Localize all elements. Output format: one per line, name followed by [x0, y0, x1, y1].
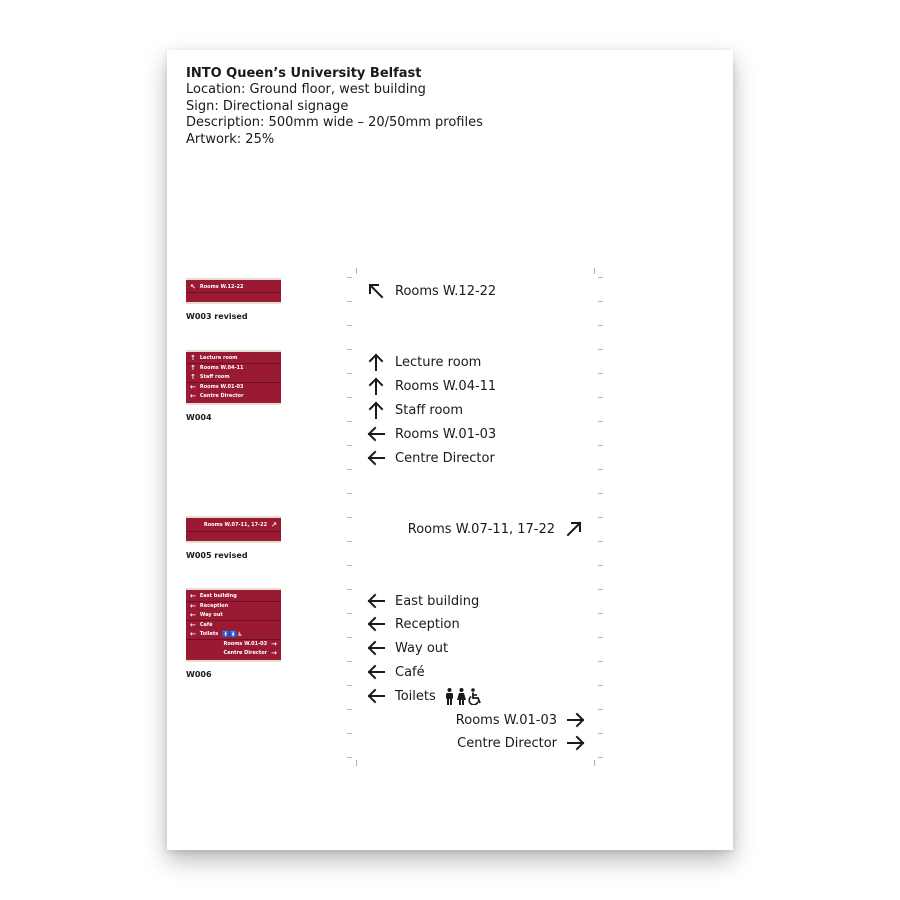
- thumbnail-label-w003: W003 revised: [186, 312, 248, 321]
- thumbnail-label-w006: W006: [186, 670, 212, 679]
- detail-row-text: Rooms W.01-03: [455, 712, 557, 728]
- frame-side-tick: [347, 637, 352, 638]
- thumbnail-row-text: Toilets: [199, 631, 219, 637]
- frame-corner-tick: [594, 760, 595, 766]
- thumbnail-row-text: Centre Director: [199, 393, 244, 399]
- description-line: Description: 500mm wide – 20/50mm profiles: [186, 115, 483, 131]
- document-header: [186, 66, 483, 148]
- thumbnail-row-text: Rooms W.07-11, 17-22: [203, 522, 268, 528]
- document-title: INTO Queen’s University Belfast: [186, 66, 422, 81]
- detail-row: [457, 733, 585, 753]
- left-arrow-icon: [367, 687, 385, 705]
- left-arrow-icon: ←: [190, 592, 196, 601]
- frame-side-tick: [347, 445, 352, 446]
- detail-row-text: Rooms W.12-22: [395, 283, 497, 299]
- frame-side-tick: [598, 397, 603, 398]
- detail-row: [408, 519, 583, 539]
- left-arrow-icon: [367, 639, 385, 657]
- frame-side-tick: [598, 565, 603, 566]
- thumbnail-row: [186, 392, 281, 402]
- frame-side-tick: [347, 277, 352, 278]
- left-arrow-icon: ←: [190, 383, 196, 392]
- frame-corner-tick: [356, 760, 357, 766]
- detail-row-text: Centre Director: [457, 735, 557, 751]
- frame-side-tick: [598, 613, 603, 614]
- sign-line: Sign: Directional signage: [186, 98, 349, 114]
- location-line: Location: Ground floor, west building: [186, 82, 426, 98]
- up-right-arrow-icon: ↗: [271, 521, 277, 530]
- up-arrow-icon: ↑: [190, 373, 196, 382]
- frame-side-tick: [598, 757, 603, 758]
- frame-side-tick: [347, 325, 352, 326]
- up-arrow-icon: ↑: [190, 364, 196, 373]
- detail-row: [367, 591, 479, 611]
- thumbnail-row-text: Lecture room: [199, 355, 238, 361]
- frame-side-tick: [347, 757, 352, 758]
- frame-side-tick: [347, 565, 352, 566]
- left-arrow-icon: ←: [190, 621, 196, 630]
- frame-corner-tick: [594, 268, 595, 274]
- thumbnail-row-text: Rooms W.01-03: [199, 384, 244, 390]
- right-arrow-icon: [567, 734, 585, 752]
- frame-side-tick: [347, 349, 352, 350]
- up-right-arrow-icon: [565, 520, 583, 538]
- thumbnail-w005: [186, 516, 281, 543]
- female-toilet-icon: [456, 688, 467, 705]
- frame-side-tick: [598, 709, 603, 710]
- detail-row-text: Toilets: [395, 688, 436, 704]
- left-arrow-icon: ←: [190, 630, 196, 639]
- thumbnail-divider: [186, 382, 281, 383]
- left-arrow-icon: [367, 615, 385, 633]
- thumbnail-row-text: Café: [199, 622, 213, 628]
- frame-side-tick: [347, 541, 352, 542]
- frame-side-tick: [598, 589, 603, 590]
- detail-row: [367, 614, 460, 634]
- detail-row-text: East building: [395, 593, 480, 609]
- up-arrow-icon: [367, 377, 385, 395]
- detail-row: [367, 352, 481, 372]
- frame-side-tick: [598, 685, 603, 686]
- toilet-icons: [444, 688, 483, 705]
- thumbnail-divider: [186, 531, 281, 532]
- right-arrow-icon: →: [271, 640, 277, 649]
- frame-side-tick: [598, 325, 603, 326]
- left-arrow-icon: [367, 663, 385, 681]
- thumbnail-row-text: Reception: [199, 603, 229, 609]
- left-arrow-icon: ←: [190, 392, 196, 401]
- detail-row-text: Way out: [395, 640, 449, 656]
- frame-side-tick: [598, 517, 603, 518]
- frame-side-tick: [347, 709, 352, 710]
- thumbnail-divider: [186, 639, 281, 640]
- detail-row-text: Lecture room: [395, 354, 482, 370]
- frame-side-tick: [598, 733, 603, 734]
- frame-side-tick: [598, 349, 603, 350]
- detail-row-text: Centre Director: [395, 450, 495, 466]
- thumbnail-label-w005: W005 revised: [186, 551, 248, 560]
- detail-row: [367, 424, 496, 444]
- male-toilet-icon: [444, 688, 455, 705]
- left-arrow-icon: [367, 592, 385, 610]
- thumbnail-row-text: East building: [199, 593, 237, 599]
- frame-corner-tick: [356, 268, 357, 274]
- frame-side-tick: [598, 637, 603, 638]
- frame-side-tick: [347, 397, 352, 398]
- left-arrow-icon: ←: [190, 611, 196, 620]
- thumbnail-divider: [186, 620, 281, 621]
- thumbnail-label-w004: W004: [186, 413, 212, 422]
- thumbnail-row-text: Rooms W.04-11: [199, 365, 244, 371]
- thumbnail-row-text: Staff room: [199, 374, 230, 380]
- frame-side-tick: [598, 421, 603, 422]
- up-arrow-icon: ↑: [190, 354, 196, 363]
- thumbnail-w006: [186, 588, 281, 662]
- detail-row: [367, 448, 495, 468]
- artwork-line: Artwork: 25%: [186, 131, 275, 147]
- detail-row: [367, 400, 463, 420]
- frame-side-tick: [598, 469, 603, 470]
- left-arrow-icon: [367, 449, 385, 467]
- thumbnail-divider: [186, 601, 281, 602]
- detail-row-text: Rooms W.07-11, 17-22: [407, 521, 555, 537]
- frame-side-tick: [347, 661, 352, 662]
- detail-row: [367, 281, 496, 301]
- frame-side-tick: [347, 613, 352, 614]
- toilet-icons: 🚹🚺♿: [222, 631, 243, 638]
- frame-side-tick: [347, 469, 352, 470]
- frame-side-tick: [598, 373, 603, 374]
- detail-row: [367, 662, 425, 682]
- thumbnail-w004: [186, 350, 281, 405]
- frame-side-tick: [347, 493, 352, 494]
- left-arrow-icon: ←: [190, 602, 196, 611]
- frame-side-tick: [347, 589, 352, 590]
- thumbnail-row-text: Rooms W.01-03: [223, 641, 268, 647]
- detail-row-text: Rooms W.04-11: [395, 378, 497, 394]
- frame-side-tick: [347, 517, 352, 518]
- detail-row-text: Reception: [395, 616, 460, 632]
- detail-row: [367, 638, 448, 658]
- wheelchair-icon: [468, 688, 483, 705]
- left-arrow-icon: [367, 425, 385, 443]
- thumbnail-row-text: Centre Director: [223, 650, 268, 656]
- detail-row: [367, 686, 483, 706]
- frame-side-tick: [347, 421, 352, 422]
- up-left-arrow-icon: [367, 282, 385, 300]
- right-arrow-icon: [567, 711, 585, 729]
- frame-side-tick: [347, 301, 352, 302]
- up-arrow-icon: [367, 401, 385, 419]
- thumbnail-row-text: Rooms W.12-22: [199, 284, 244, 290]
- frame-side-tick: [598, 541, 603, 542]
- thumbnail-divider: [186, 292, 281, 293]
- thumbnail-divider: [186, 363, 281, 364]
- frame-side-tick: [347, 733, 352, 734]
- frame-side-tick: [598, 301, 603, 302]
- detail-row: [367, 376, 496, 396]
- detail-row-text: Staff room: [395, 402, 464, 418]
- up-arrow-icon: [367, 353, 385, 371]
- detail-row: [456, 710, 585, 730]
- frame-side-tick: [598, 661, 603, 662]
- frame-side-tick: [598, 445, 603, 446]
- thumbnail-row: [186, 521, 281, 531]
- frame-side-tick: [347, 373, 352, 374]
- detail-row-text: Rooms W.01-03: [395, 426, 497, 442]
- thumbnail-row: [186, 649, 281, 659]
- right-arrow-icon: →: [271, 649, 277, 658]
- detail-row-text: Café: [395, 664, 425, 680]
- frame-side-tick: [598, 277, 603, 278]
- up-left-arrow-icon: ↖: [190, 283, 196, 292]
- frame-side-tick: [598, 493, 603, 494]
- thumbnail-w003: [186, 278, 281, 304]
- frame-side-tick: [347, 685, 352, 686]
- thumbnail-row-text: Way out: [199, 612, 223, 618]
